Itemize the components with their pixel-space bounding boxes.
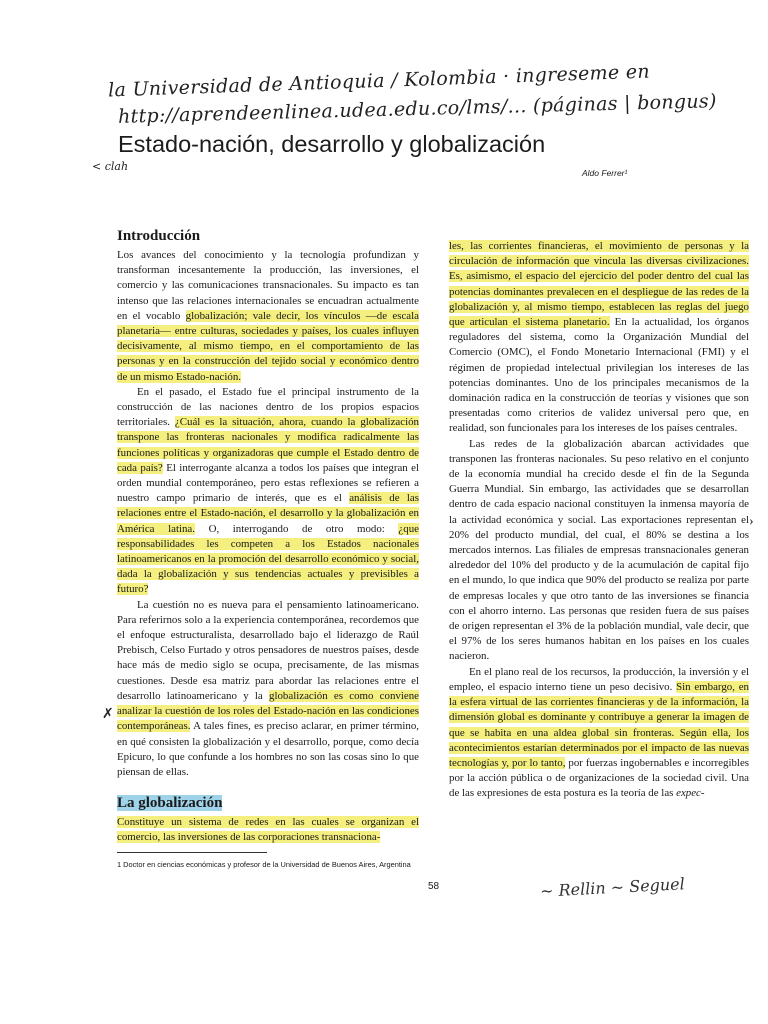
text-run: La cuestión no es nueva para el pensamiento latinoamericano. Para referirnos solo a la experiencia contemporánea, recordemos que el enfoque estructuralista, desarrollado bajo el liderazgo de Raúl Prebisch, Celso Furtado y otros pensadores de nuestros países, desde hace más de medio siglo se ocupa, precisamente, de las mismas cuestiones. Desde esa matriz para abordar las relaciones entre el desarrollo latinoamericano y la	[117, 598, 419, 702]
text-run: En el pasado, el Estado fue el principal instrumento de la construcción de las naciones dentro de los propios espacios territoriales.	[117, 385, 419, 429]
section-heading-introduccion: Introducción	[117, 228, 201, 244]
highlighted-text: globalización es como conviene analizar la cuestión de los roles del Estado-nación en las condiciones contemporáneas.	[117, 689, 419, 733]
highlighted-heading-text: La globalización	[117, 795, 223, 812]
text-run: por fuerzas ingobernables e incorregibles por la acción pública o de organizaciones de la sociedad civil. Una de las expresiones de esta postura es la teoría de las	[449, 756, 750, 800]
handwritten-source-note-line2: http://aprendeenlinea.udea.edu.co/lms/... (páginas | bongus)	[117, 90, 717, 128]
right-column	[449, 239, 749, 802]
highlighted-text: ¿que responsabilidades les competen a los Estados nacionales latinoamericanos en la promoción del desarrollo económico y social, dada la globalización y sus tendencias actuales y previsibles a futuro?	[117, 522, 419, 596]
highlighted-text: Constituye un sistema de redes en las cuales se organizan el comercio, las inversiones de las corporaciones transnaciona-	[117, 816, 419, 844]
paragraph	[117, 248, 419, 385]
text-run: El interrogante alcanza a todos los países que integran el orden mundial contemporáneo, pero estas reflexiones se refieren a nuestro campo primario de interés, que es el	[117, 461, 420, 505]
highlighted-text: Sin embargo, en la esfera virtual de las corrientes financieras y de la información, la dimensión global es dominante y contribuye a generar la imagen de que se habita en una aldea global sin fronteras. Según ella, los acontecimientos estarían determinados por el impacto de las nuevas tecnologías y, por lo tanto,	[449, 680, 749, 769]
paragraph	[449, 437, 749, 665]
text-run: O, interrogando de otro modo:	[195, 522, 399, 535]
paragraph	[117, 598, 419, 780]
footnote-divider	[117, 852, 267, 853]
highlighted-text: ¿Cuál es la situación, ahora, cuando la globalización transpone las fronteras nacionales y modifica radicalmente las funciones políticas y organizadoras que cumple el Estado dentro de cada país?	[117, 416, 419, 474]
text-run: Los avances del conocimiento y la tecnología profundizan y transforman incesantemente la producción, las inversiones, el comercio y las comunicaciones transnacionales. Su impacto es tan intenso que las relaciones internacionales se encuadran actualmente en el vocablo	[117, 249, 419, 322]
highlighted-text: les, las corrientes financieras, el movimiento de personas y la circulación de información que vincula las diversas civilizaciones. Es, asimismo, el espacio del ejercicio del poder dentro del cual las potencias dominantes prevalecen en el despliegue de las redes de la globalización y, al mismo tiempo, establecen las reglas del juego que articulan el sistema planetario.	[449, 240, 749, 329]
left-column	[117, 227, 419, 846]
page-number: 58	[428, 881, 440, 892]
paragraph	[449, 665, 749, 802]
text-run: En la actualidad, los órganos reguladores del sistema, como la Organización Mundial del Comercio (OMC), el Fondo Monetario Internacional (FMI) y el régimen de propiedad intelectual privilegian los intereses de las potencias dominantes. Uno de los principales mecanismos de la dominación radica en la construcción de teorías y visiones que son presentadas como criterios de validez universal pero que, en realidad, son funcionales para los intereses de los países centrales.	[449, 316, 749, 435]
margin-arrow-mark-icon: ›	[749, 514, 754, 529]
footnote: 1 Doctor en ciencias económicas y profesor de la Universidad de Buenos Aires, Argentina	[117, 860, 411, 869]
text-run: En el plano real de los recursos, la producción, la inversión y el empleo, el espacio interno tiene un peso decisivo.	[449, 665, 749, 693]
chapter-title: Estado-nación, desarrollo y globalización	[118, 131, 546, 157]
text-run: Las redes de la globalización abarcan actividades que transponen las fronteras nacionales. Su peso relativo en el conjunto de la economía mundial ha crecido desde el fin de la Segunda Guerra Mundial. Sin embargo, las actividades que se desarrollan dentro de cada espacio nacional constituyen la inmensa mayoría de la actividad económica y social. Las exportaciones representan el 20% del producto mundial, del cual, el 80% se destina a los mercados internos. Las filiales de empresas transnacionales generan alrededor del 10% del producto y de la acumulación de capital fijo en el mundo, lo que indica que 90% del producto se realiza por parte de empresas locales y que otro tanto de las inversiones se financia con el ahorro interno. Las personas que residen fuera de sus países de origen representan el 3% de la población mundial, vale decir, que el 97% de los seres humanos habitan en los países en los cuales nacieron.	[449, 437, 749, 663]
paragraph	[117, 385, 419, 598]
handwritten-bottom-note: ~ Rellin ~ Seguel	[539, 874, 686, 901]
highlighted-text: globalización; vale decir, los vínculos —de escala planetaria— entre culturas, sociedades y países, los cuales influyen decisivamente, al mismo tiempo, en el comportamiento de las personas y en la construcción del tejido social y económico dentro de un mismo Estado-nación.	[117, 309, 419, 383]
section-heading-globalizacion	[117, 794, 419, 813]
paragraph	[117, 815, 419, 845]
author-name: Aldo Ferrer¹	[582, 168, 628, 178]
highlighted-text: análisis de las relaciones entre el Estado-nación, el desarrollo y la globalización en América latina.	[117, 492, 419, 535]
margin-cross-mark-icon: ✗	[102, 707, 114, 722]
handwritten-margin-note: < clah	[92, 160, 129, 173]
text-run: A tales fines, es preciso aclarar, en primer término, en qué consisten la globalización y el desarrollo, porque, como decía Epicuro, lo que confunde a los hombres no son las cosas sino lo que piensan de ellas.	[117, 720, 419, 778]
text-run: expec-	[676, 787, 705, 800]
paragraph	[449, 239, 749, 437]
handwritten-source-note-line1: la Universidad de Antioquia / Kolombia · ingreseme en	[107, 60, 651, 102]
